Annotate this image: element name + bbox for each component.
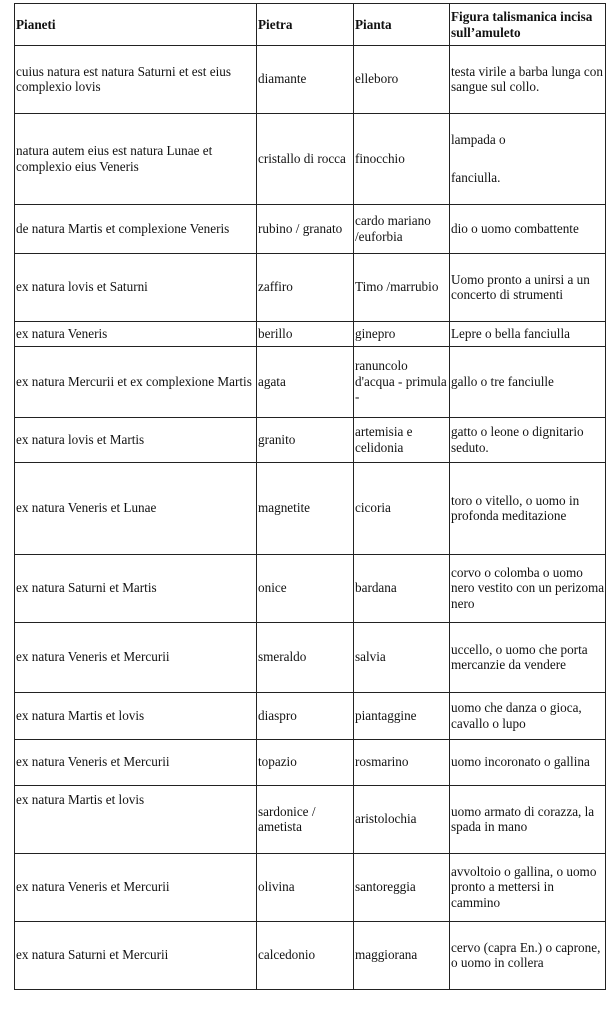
table-row xyxy=(15,922,606,990)
header-pianeti: Pianeti xyxy=(15,4,257,46)
cell-figura: gatto o leone o dignitario seduto. xyxy=(450,418,606,463)
table-row xyxy=(15,347,606,418)
table-row xyxy=(15,693,606,740)
cell-figura: uomo che danza o gioca, cavallo o lupo xyxy=(450,693,606,740)
table-row xyxy=(15,463,606,555)
table-row xyxy=(15,322,606,347)
header-figura: Figura talismanica incisa sull’amuleto xyxy=(450,4,606,46)
figura-line-1: lampada o xyxy=(451,132,506,147)
table-header xyxy=(15,4,606,46)
cell-pianta: piantaggine xyxy=(354,693,450,740)
cell-pianta: finocchio xyxy=(354,114,450,205)
cell-pietra: sardonice / ametista xyxy=(257,786,354,854)
cell-pietra: cristallo di rocca xyxy=(257,114,354,205)
table-row xyxy=(15,114,606,205)
cell-figura: Uomo pronto a unirsi a un concerto di strumenti xyxy=(450,254,606,322)
cell-pianta: ginepro xyxy=(354,322,450,347)
cell-figura: avvoltoio o gallina, o uomo pronto a mettersi in cammino xyxy=(450,854,606,922)
header-pianta: Pianta xyxy=(354,4,450,46)
talisman-table xyxy=(14,3,606,990)
header-pietra: Pietra xyxy=(257,4,354,46)
cell-pietra: agata xyxy=(257,347,354,418)
cell-pianta: ranuncolo d'acqua - primula - xyxy=(354,347,450,418)
table-row xyxy=(15,418,606,463)
cell-figura: testa virile a barba lunga con sangue sul collo. xyxy=(450,46,606,114)
cell-figura: uomo incoronato o gallina xyxy=(450,740,606,786)
cell-pianta: cardo mariano /euforbia xyxy=(354,205,450,254)
table-row xyxy=(15,854,606,922)
cell-figura: Lepre o bella fanciulla xyxy=(450,322,606,347)
cell-figura: toro o vitello, o uomo in profonda meditazione xyxy=(450,463,606,555)
cell-pianeti: ex natura Veneris et Mercurii xyxy=(15,623,257,693)
cell-pietra: zaffiro xyxy=(257,254,354,322)
cell-pietra: calcedonio xyxy=(257,922,354,990)
cell-pianta: elleboro xyxy=(354,46,450,114)
cell-pianeti: ex natura Veneris et Mercurii xyxy=(15,854,257,922)
table-row xyxy=(15,555,606,623)
cell-pianta: maggiorana xyxy=(354,922,450,990)
cell-pianeti: ex natura Mercurii et ex complexione Martis xyxy=(15,347,257,418)
cell-pianta: santoreggia xyxy=(354,854,450,922)
cell-pianta: cicoria xyxy=(354,463,450,555)
cell-pietra: topazio xyxy=(257,740,354,786)
cell-pianta: Timo /marrubio xyxy=(354,254,450,322)
cell-figura: corvo o colomba o uomo nero vestito con un perizoma nero xyxy=(450,555,606,623)
cell-pietra: diamante xyxy=(257,46,354,114)
cell-figura xyxy=(450,114,606,205)
table-row xyxy=(15,740,606,786)
cell-pietra: magnetite xyxy=(257,463,354,555)
cell-figura: uomo armato di corazza, la spada in mano xyxy=(450,786,606,854)
cell-pianta: aristolochia xyxy=(354,786,450,854)
cell-pianeti: de natura Martis et complexione Veneris xyxy=(15,205,257,254)
cell-pietra: berillo xyxy=(257,322,354,347)
figura-line-2: fanciulla. xyxy=(451,169,501,185)
cell-pianta: artemisia e celidonia xyxy=(354,418,450,463)
cell-pietra: rubino / granato xyxy=(257,205,354,254)
table-row xyxy=(15,254,606,322)
table-row xyxy=(15,46,606,114)
cell-pianta: bardana xyxy=(354,555,450,623)
cell-figura: gallo o tre fanciulle xyxy=(450,347,606,418)
cell-figura: dio o uomo combattente xyxy=(450,205,606,254)
cell-pianeti: ex natura lovis et Saturni xyxy=(15,254,257,322)
cell-pietra: olivina xyxy=(257,854,354,922)
header-row xyxy=(15,4,606,46)
cell-pianeti: ex natura Veneris xyxy=(15,322,257,347)
cell-pianeti: ex natura Saturni et Mercurii xyxy=(15,922,257,990)
table-body xyxy=(15,46,606,990)
cell-pianeti: ex natura lovis et Martis xyxy=(15,418,257,463)
cell-pianeti: ex natura Veneris et Mercurii xyxy=(15,740,257,786)
cell-pianeti: cuius natura est natura Saturni et est eius complexio lovis xyxy=(15,46,257,114)
table-row xyxy=(15,205,606,254)
table-row xyxy=(15,623,606,693)
cell-pianeti: ex natura Veneris et Lunae xyxy=(15,463,257,555)
cell-figura: cervo (capra En.) o caprone, o uomo in collera xyxy=(450,922,606,990)
cell-pianta: rosmarino xyxy=(354,740,450,786)
cell-pietra: smeraldo xyxy=(257,623,354,693)
cell-pianta: salvia xyxy=(354,623,450,693)
cell-pianeti: natura autem eius est natura Lunae et complexio eius Veneris xyxy=(15,114,257,205)
cell-figura: uccello, o uomo che porta mercanzie da vendere xyxy=(450,623,606,693)
cell-pianeti: ex natura Martis et lovis xyxy=(15,693,257,740)
cell-pietra: diaspro xyxy=(257,693,354,740)
table-row xyxy=(15,786,606,854)
cell-pianeti: ex natura Martis et lovis xyxy=(15,786,257,854)
cell-pianeti: ex natura Saturni et Martis xyxy=(15,555,257,623)
cell-pietra: onice xyxy=(257,555,354,623)
cell-pietra: granito xyxy=(257,418,354,463)
